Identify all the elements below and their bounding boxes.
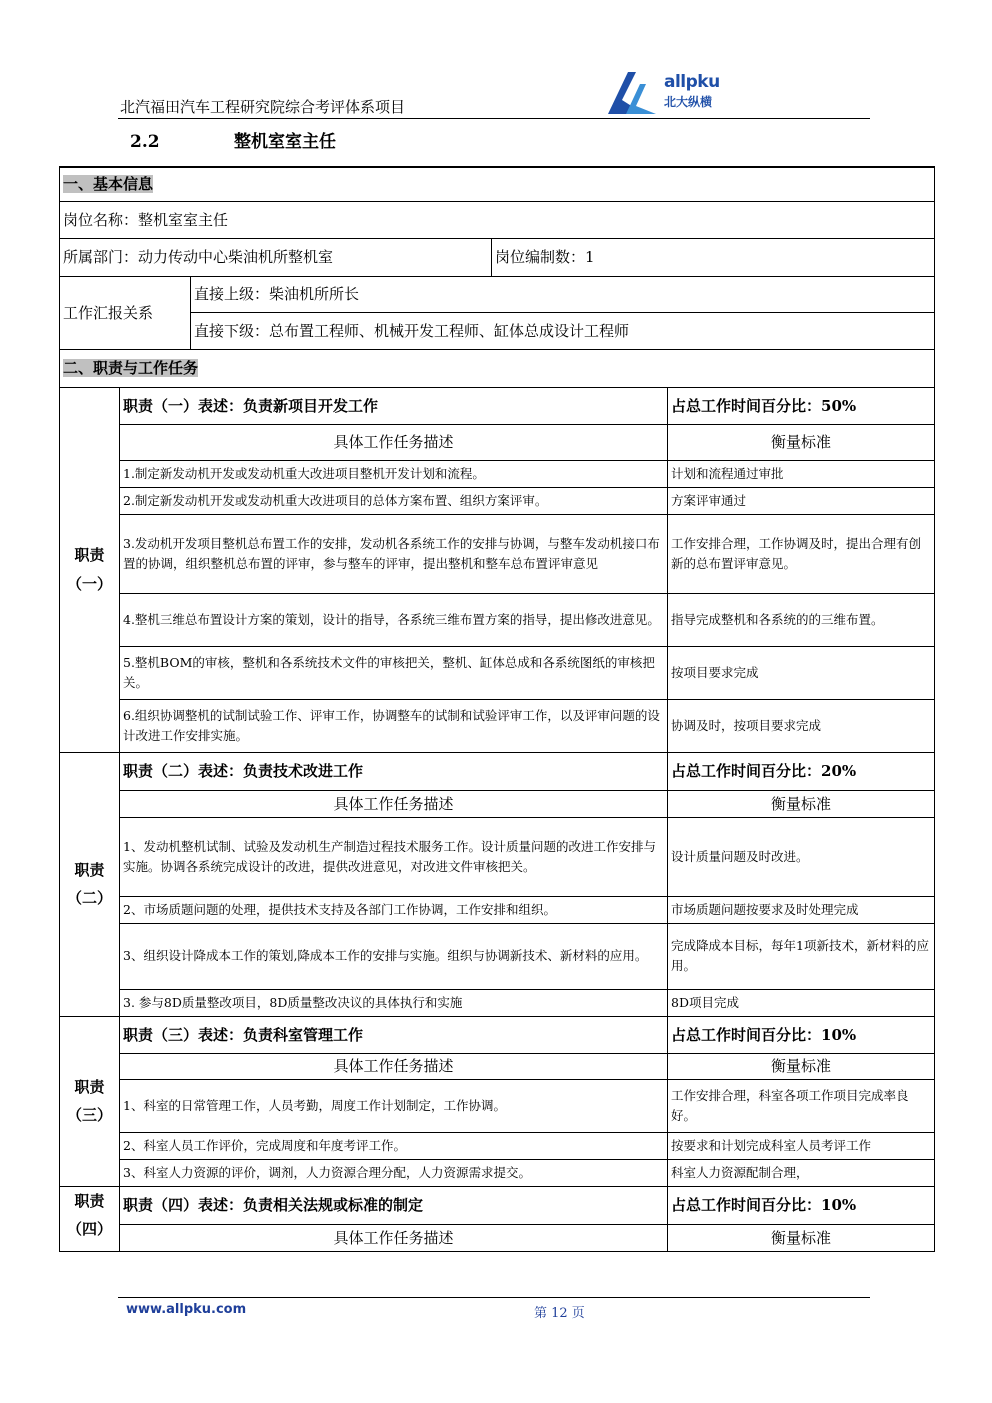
direct-superior: 直接上级：柴油机所所长: [191, 276, 935, 312]
standard-cell: 按项目要求完成: [668, 646, 935, 699]
task-column-header: 具体工作任务描述: [120, 790, 668, 817]
job-description-table: [59, 166, 935, 1252]
standard-cell: 工作安排合理，科室各项工作项目完成率良好。: [668, 1079, 935, 1132]
task-cell: 3. 参与8D质量整改项目，8D质量整改决议的具体执行和实施: [120, 989, 668, 1016]
basic-info-heading: 一、基本信息: [60, 167, 935, 201]
standard-cell: 计划和流程通过审批: [668, 460, 935, 487]
position-name: 岗位名称：整机室室主任: [60, 201, 935, 238]
standard-cell: 市场质题问题按要求及时处理完成: [668, 896, 935, 923]
section-number: 2.2: [130, 132, 160, 152]
table-row: [60, 1159, 935, 1186]
standard-cell: 科室人力资源配制合理，: [668, 1159, 935, 1186]
standard-cell: 指导完成整机和各系统的的三维布置。: [668, 593, 935, 646]
task-cell: 3.发动机开发项目整机总布置工作的安排，发动机各系统工作的安排与协调，与整车发动机接口布置的协调，组织整机总布置的评审，参与整车的评审，提出整机和整车总布置评审意见: [120, 514, 668, 593]
logo-text-en: allpku: [664, 72, 720, 92]
task-cell: 6.组织协调整机的试制试验工作、评审工作，协调整车的试制和试验评审工作，以及评审问题的设计改进工作安排实施。: [120, 699, 668, 752]
footer-link[interactable]: www.allpku.com: [126, 1302, 247, 1317]
duty-title: 职责（二）表述：负责技术改进工作: [120, 752, 668, 790]
task-cell: 3、科室人力资源的评价，调剂，人力资源合理分配，人力资源需求提交。: [120, 1159, 668, 1186]
standard-cell: 完成降成本目标，每年1项新技术，新材料的应用。: [668, 923, 935, 989]
table-row: [60, 460, 935, 487]
duty-label: 职责 （一）: [60, 387, 120, 752]
task-cell: 3、组织设计降成本工作的策划,降成本工作的安排与实施。组织与协调新技术、新材料的应用。: [120, 923, 668, 989]
standard-cell: 按要求和计划完成科室人员考评工作: [668, 1132, 935, 1159]
headcount: 岗位编制数：1: [492, 238, 935, 276]
table-row: [60, 896, 935, 923]
standard-column-header: 衡量标准: [668, 1053, 935, 1079]
table-row: [60, 646, 935, 699]
table-row: [60, 699, 935, 752]
task-cell: 1.制定新发动机开发或发动机重大改进项目整机开发计划和流程。: [120, 460, 668, 487]
duties-heading: 二、职责与工作任务: [60, 349, 935, 387]
duty-label: 职责 （二）: [60, 752, 120, 1016]
footer-rule: [118, 1297, 870, 1298]
task-column-header: 具体工作任务描述: [120, 424, 668, 460]
page-number: 第 12 页: [534, 1306, 585, 1321]
duty-percent: 占总工作时间百分比：50%: [668, 387, 935, 424]
duty-label: 职责 （四）: [60, 1186, 120, 1251]
table-row: [60, 487, 935, 514]
logo-text-cn: 北大纵横: [664, 95, 713, 109]
direct-subordinate: 直接下级：总布置工程师、机械开发工程师、缸体总成设计工程师: [191, 312, 935, 349]
duty-percent: 占总工作时间百分比：10%: [668, 1016, 935, 1053]
report-relation-label: 工作汇报关系: [60, 276, 191, 349]
table-row: [60, 1132, 935, 1159]
header-title: 北汽福田汽车工程研究院综合考评体系项目: [120, 98, 406, 116]
standard-column-header: 衡量标准: [668, 790, 935, 817]
standard-column-header: 衡量标准: [668, 1224, 935, 1251]
table-row: [60, 514, 935, 593]
table-row: [60, 1079, 935, 1132]
section-title: 整机室室主任: [234, 132, 336, 152]
task-cell: 1、发动机整机试制、试验及发动机生产制造过程技术服务工作。设计质量问题的改进工作安排与实施。协调各系统完成设计的改进，提供改进意见，对改进文件审核把关。: [120, 817, 668, 896]
duty-percent: 占总工作时间百分比：10%: [668, 1186, 935, 1224]
task-cell: 2、市场质题问题的处理，提供技术支持及各部门工作协调，工作安排和组织。: [120, 896, 668, 923]
task-cell: 4.整机三维总布置设计方案的策划，设计的指导，各系统三维布置方案的指导，提出修改进意见。: [120, 593, 668, 646]
duty-title: 职责（一）表述：负责新项目开发工作: [120, 387, 668, 424]
task-cell: 2、科室人员工作评价，完成周度和年度考评工作。: [120, 1132, 668, 1159]
table-row: [60, 593, 935, 646]
task-cell: 5.整机BOM的审核，整机和各系统技术文件的审核把关，整机、缸体总成和各系统图纸的审核把关。: [120, 646, 668, 699]
duty-title: 职责（四）表述：负责相关法规或标准的制定: [120, 1186, 668, 1224]
duty-title: 职责（三）表述：负责科室管理工作: [120, 1016, 668, 1053]
task-cell: 1、科室的日常管理工作，人员考勤，周度工作计划制定，工作协调。: [120, 1079, 668, 1132]
duty-percent: 占总工作时间百分比：20%: [668, 752, 935, 790]
task-column-header: 具体工作任务描述: [120, 1053, 668, 1079]
table-row: [60, 817, 935, 896]
section-heading: [130, 127, 336, 152]
task-column-header: 具体工作任务描述: [120, 1224, 668, 1251]
standard-cell: 协调及时，按项目要求完成: [668, 699, 935, 752]
standard-column-header: 衡量标准: [668, 424, 935, 460]
department: 所属部门：动力传动中心柴油机所整机室: [60, 238, 492, 276]
standard-cell: 方案评审通过: [668, 487, 935, 514]
duty-label: 职责 （三）: [60, 1016, 120, 1186]
standard-cell: 设计质量问题及时改进。: [668, 817, 935, 896]
standard-cell: 工作安排合理，工作协调及时，提出合理有创新的总布置评审意见。: [668, 514, 935, 593]
task-cell: 2.制定新发动机开发或发动机重大改进项目的总体方案布置、组织方案评审。: [120, 487, 668, 514]
standard-cell: 8D项目完成: [668, 989, 935, 1016]
header-rule: [118, 118, 870, 119]
table-row: [60, 923, 935, 989]
table-row: [60, 989, 935, 1016]
